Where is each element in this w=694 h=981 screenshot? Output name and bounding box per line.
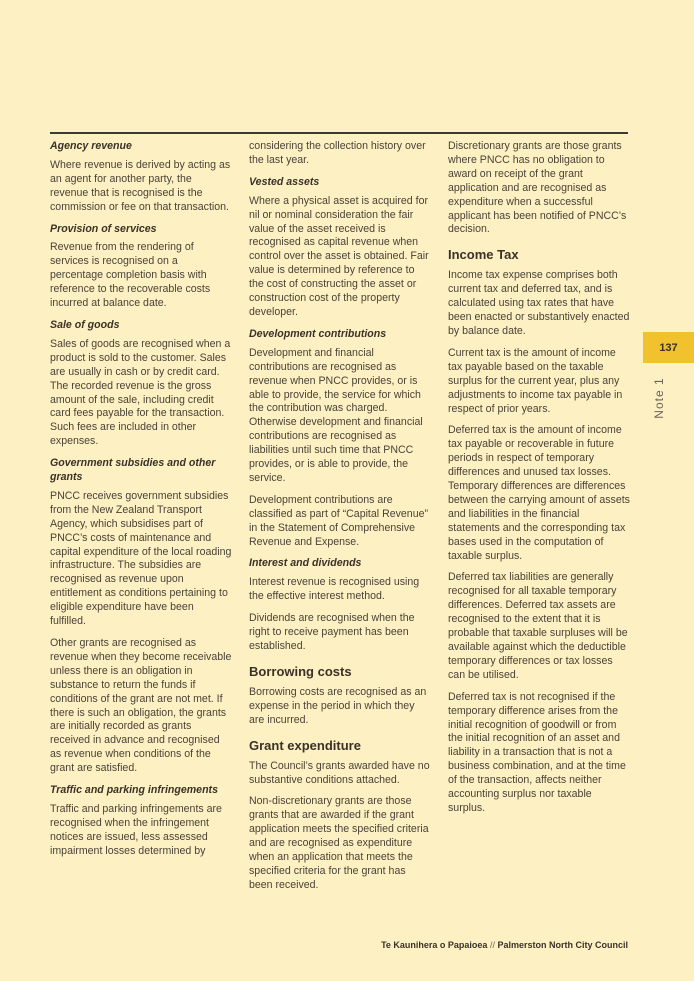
- page-number: 137: [659, 341, 678, 354]
- sale-of-goods-text: Sales of goods are recognised when a product is sold to the customer. Sales are usually in cash or by credit card. The recorded revenue is the gross amount of the sale, including credit card fees payable for the transaction. Such fees are included in other expenses.: [50, 337, 231, 448]
- footer-left: Te Kaunihera o Papaioea: [381, 940, 488, 950]
- vested-assets-title: Vested assets: [249, 175, 320, 188]
- income-tax-expense-text: Income tax expense comprises both current tax and deferred tax, and is calculated using tax rates that have been enacted or substantively enacted by balance date.: [448, 269, 630, 337]
- discretionary-grants-text: Discretionary grants are those grants where PNCC has no obligation to award on receipt of the grant application and are recognised as expenditure when a successful applicant has been notified of PNCC’s decision.: [448, 140, 627, 236]
- column-3: [448, 140, 630, 824]
- current-tax-text: Current tax is the amount of income tax payable based on the taxable surplus for the current year, plus any adjustments to income tax payable in respect of prior years.: [448, 346, 623, 415]
- borrowing-costs-text: Borrowing costs are recognised as an expense in the period in which they are incurred.: [249, 685, 427, 726]
- footer-right: Palmerston North City Council: [497, 940, 628, 950]
- interest-revenue-text: Interest revenue is recognised using the effective interest method.: [249, 576, 420, 603]
- note-label-text: Note 1: [652, 377, 666, 419]
- borrowing-costs-heading: Borrowing costs: [249, 663, 352, 679]
- dividends-text: Dividends are recognised when the right to receive payment has been established.: [249, 612, 415, 652]
- traffic-infringements-text: Traffic and parking infringements are recognised when the infringement notices are issued, less assessed impairment losses determined by: [50, 802, 222, 857]
- provision-of-services-text: Revenue from the rendering of services is recognised on a percentage completion basis with reference to the recoverable costs incurred at balance date.: [50, 241, 211, 310]
- government-subsidies-text: PNCC receives government subsidies from the New Zealand Transport Agency, which subsidises part of PNCC’s costs of maintenance and capital expenditure of the local roading infrastructure. The subsidies are recognised as revenue upon entitlement as conditions pertaining to eligible expenditure have been fulfilled.: [50, 489, 232, 628]
- vested-assets-text: Where a physical asset is acquired for nil or nominal consideration the fair value of the asset received is recognised as capital revenue when control over the asset is obtained. Fair value is determined by reference to the cost of constructing the asset or construction cost of the property developer.: [249, 194, 429, 318]
- grant-expenditure-heading: Grant expenditure: [249, 737, 361, 753]
- non-discretionary-grants-text: Non-discretionary grants are those grants that are awarded if the grant application meets the specified criteria and are recognised as expenditure when an application that meets the specified criteria for the grant has been received.: [249, 795, 429, 891]
- footer-separator: //: [489, 940, 495, 950]
- page-number-tab: [643, 332, 694, 363]
- deferred-tax-text: Deferred tax is the amount of income tax payable or recoverable in future periods in respect of temporary differences and unused tax losses. Temporary differences are differences between the carrying amount of assets and liabilities in the financial statements and the corresponding tax bases used in the computation of taxable surplus.: [448, 424, 630, 562]
- government-subsidies-title: Government subsidies and other grants: [50, 457, 216, 484]
- provision-of-services-title: Provision of services: [50, 222, 157, 235]
- interest-dividends-title: Interest and dividends: [249, 557, 362, 570]
- top-rule: [50, 132, 628, 134]
- development-contributions-classification-text: Development contributions are classified as part of “Capital Revenue” in the Statement of Comprehensive Revenue and Expense.: [249, 493, 429, 548]
- traffic-infringements-title: Traffic and parking infringements: [50, 784, 218, 797]
- column-2: [249, 140, 431, 901]
- footer: [381, 940, 628, 950]
- development-contributions-text: Development and financial contributions are recognised as revenue when PNCC provides, or is able to provide, the service for which the contribution was charged. Otherwise development and financial contributions are recognised as liabilities until such time that PNCC provides, or is able to provide, the service.: [249, 346, 423, 484]
- column-1: [50, 140, 232, 867]
- deferred-tax-not-recognised-text: Deferred tax is not recognised if the temporary difference arises from the initial recognition of goodwill or from the initial recognition of an asset and liability in a transaction that is not a business combination, and at the time of the transaction, affects neither accounting surplus nor taxable surplus.: [448, 690, 626, 814]
- grant-expenditure-text: The Council’s grants awarded have no substantive conditions attached.: [249, 759, 430, 786]
- agency-revenue-text: Where revenue is derived by acting as an agent for another party, the revenue that is recognised is the commission or fee on that transaction.: [50, 158, 231, 213]
- development-contributions-title: Development contributions: [249, 327, 387, 340]
- deferred-tax-liabilities-text: Deferred tax liabilities are generally recognised for all taxable temporary differences. Deferred tax assets are recognised to the extent that it is probable that taxable surpluses will be available against which the deductible temporary differences or tax losses can be utilised.: [448, 571, 628, 681]
- agency-revenue-title: Agency revenue: [50, 140, 132, 152]
- income-tax-heading: Income Tax: [448, 247, 519, 263]
- other-grants-text: Other grants are recognised as revenue when they become receivable unless there is an obligation in substance to return the funds if conditions of the grant are not met. If there is such an obligation, the grants are initially recorded as grants received in advance and recognised as revenue when conditions of the grant are satisfied.: [50, 637, 232, 775]
- collection-history-text: considering the collection history over the last year.: [249, 140, 426, 166]
- sale-of-goods-title: Sale of goods: [50, 318, 120, 331]
